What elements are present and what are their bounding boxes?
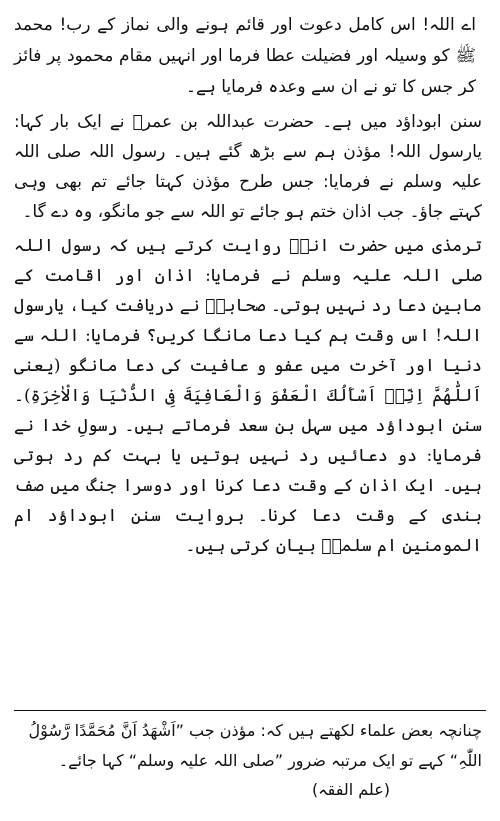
tirmidhi-paragraph: ترمذی میں حضرت انسؓ روایت کرتے ہیں کہ رسول اللہ صلی اللہ علیہ وسلم نے فرمایا: اذان اور اقامت کے مابین دعا رد نہیں ہوتی۔ صحابہؓ نے دریافت کیا، یارسول اللہ! اس وقت ہم کیا دعا مانگا کریں؟ فرمایا: اللہ سے دنیا اور آخرت میں عفو و عافیت کی دعا مانگو (یعنی اَللّٰھُمَّ اِنِّیۤ اَسْأَلُكَ الْعَفْوَ وَالْعَافِیَةَ فِی الدُّنْیَا وَالْاٰخِرَةِ)۔ سنن ابوداؤد میں سہل بن سعد فرماتے ہیں۔ رسولِ خدا نے فرمایا: دو دعائیں رد نہیں ہوتیں یا بہت کم رد ہوتی ہیں۔ ایک اذان کے وقت دعا کرنا اور دوسرا جنگ میں صف بندی کے وقت دعا کرنا۔ بروایت سنن ابوداؤد ام المومنین ام سلمہؓ بیان کرتی ہیں۔ — [14, 236, 482, 556]
abu-dawud-paragraph: سنن ابوداؤد میں ہے۔ حضرت عبداللہ بن عمرؓ نے ایک بار کہا: یارسول اللہ! مؤذن ہم سے بڑھ گئے ہیں۔ رسول اللہ صلی اللہ علیہ وسلم نے فرمایا: جس طرح مؤذن کہتا جائے تم بھی وہی کہتے جاؤ۔ جب اذان ختم ہو جائے تو اللہ سے جو مانگو، وہ دے گا۔ — [14, 112, 482, 222]
dua-translation-paragraph: اے اللہ! اس کامل دعوت اور قائم ہونے والی نماز کے رب! محمد ﷺ کو وسیلہ اور فضیلت عطا فرما اور انہیں مقام محمود پر فائز کر جس کا تو نے ان سے وعدہ فرمایا ہے۔ — [14, 15, 476, 97]
footnote: چنانچہ بعض علماء لکھتے ہیں کہ: مؤذن جب ”اَشْھَدُ اَنَّ مُحَمَّدًا رَّسُوْلُ اللّٰہِ“ کہے تو ایک مرتبہ ضرور ”صلی اللہ علیہ وسلم“ کہا جائے۔ — [28, 721, 482, 770]
footnote-divider — [14, 710, 486, 711]
source-citation: (علم الفقہ) — [312, 780, 390, 799]
